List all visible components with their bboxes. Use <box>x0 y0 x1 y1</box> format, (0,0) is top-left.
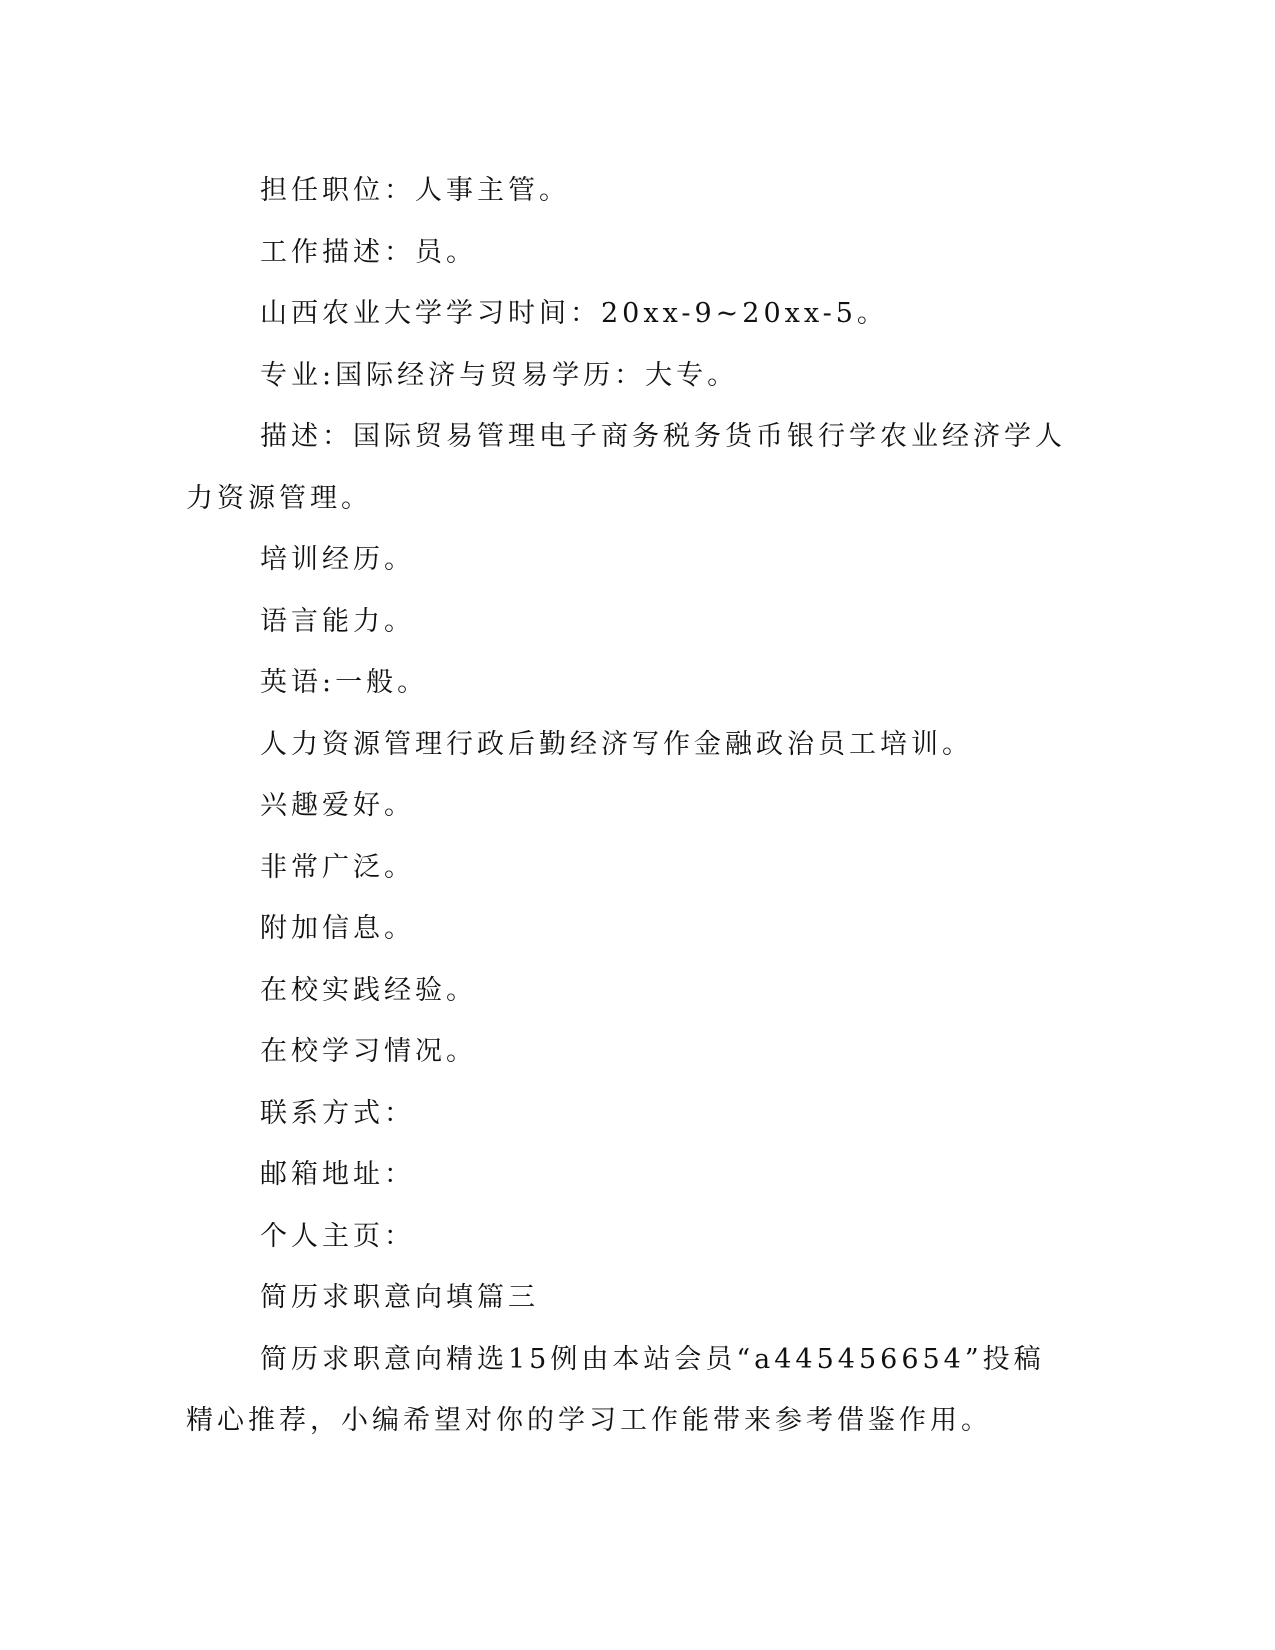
paragraph-position: 担任职位：人事主管。 <box>260 175 570 206</box>
paragraph-homepage: 个人主页： <box>260 1220 415 1252</box>
paragraph-language-ability: 语言能力。 <box>260 605 415 637</box>
paragraph-study-situation: 在校学习情况。 <box>260 1036 477 1067</box>
paragraph-email: 邮箱地址： <box>260 1159 415 1190</box>
paragraph-job-description: 工作描述：员。 <box>260 236 477 268</box>
paragraph-additional-info: 附加信息。 <box>260 913 415 944</box>
paragraph-major-degree: 专业:国际经济与贸易学历：大专。 <box>260 359 739 391</box>
paragraph-school-time: 山西农业大学学习时间：20xx-9~20xx-5。 <box>260 298 888 329</box>
paragraph-skills: 人力资源管理行政后勤经济写作金融政治员工培训。 <box>260 728 973 760</box>
document-body <box>186 160 1066 1452</box>
paragraph-contact: 联系方式： <box>260 1097 415 1129</box>
paragraph-english-level: 英语:一般。 <box>260 667 429 698</box>
paragraph-training: 培训经历。 <box>260 544 415 575</box>
paragraph-intro: 简历求职意向精选15例由本站会员“a445456654”投稿精心推荐，小编希望对你的学习工作能带来参考借鉴作用。 <box>186 1343 1045 1436</box>
section-heading: 简历求职意向填篇三 <box>260 1282 539 1313</box>
paragraph-hobbies-detail: 非常广泛。 <box>260 851 415 883</box>
paragraph-practice-experience: 在校实践经验。 <box>260 974 477 1006</box>
paragraph-hobbies: 兴趣爱好。 <box>260 790 415 821</box>
paragraph-course-description: 描述：国际贸易管理电子商务税务货币银行学农业经济学人力资源管理。 <box>186 421 1066 514</box>
